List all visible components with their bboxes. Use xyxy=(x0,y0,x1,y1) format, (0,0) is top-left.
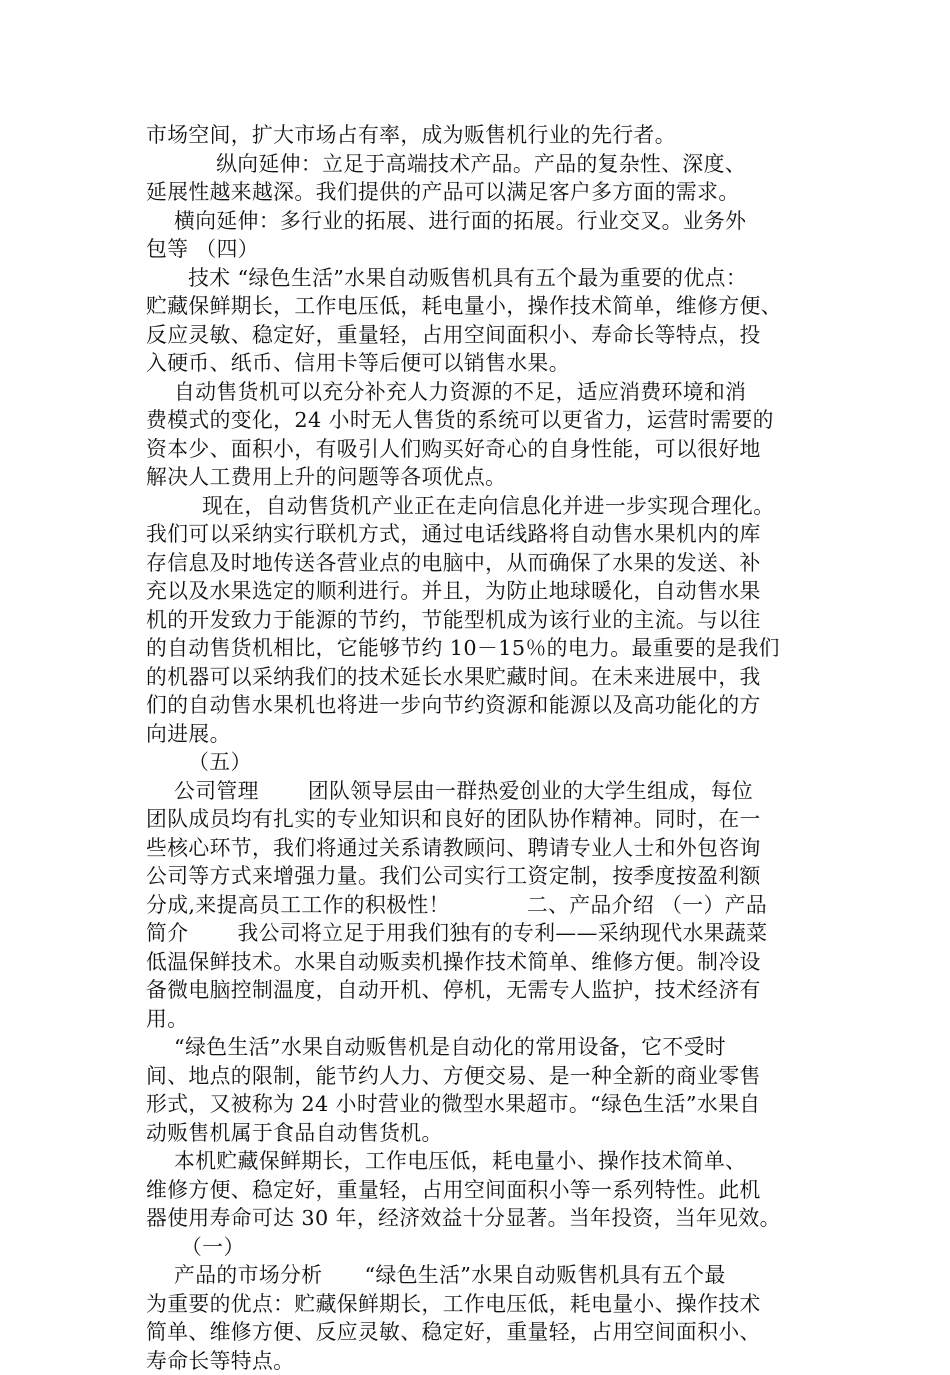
text-line: 简介 我公司将立足于用我们独有的专利——采纳现代水果蔬菜 xyxy=(146,919,830,948)
text-line: 的机器可以采纳我们的技术延长水果贮藏时间。在未来进展中，我 xyxy=(146,663,830,692)
text-line: 简单、维修方便、反应灵敏、稳定好，重量轻，占用空间面积小、 xyxy=(146,1318,830,1347)
text-line: 费模式的变化，24 小时无人售货的系统可以更省力，运营时需要的 xyxy=(146,406,830,435)
text-line: 的自动售货机相比，它能够节约 10－15％的电力。最重要的是我们 xyxy=(146,634,830,663)
text-line: 分成,来提高员工工作的积极性！ 二、产品介绍 （一）产品 xyxy=(146,891,830,920)
text-line: 维修方便、稳定好，重量轻，占用空间面积小等一系列特性。此机 xyxy=(146,1176,830,1205)
text-line: 资本少、面积小，有吸引人们购买好奇心的自身性能，可以很好地 xyxy=(146,435,830,464)
text-line: 自动售货机可以充分补充人力资源的不足，适应消费环境和消 xyxy=(146,378,830,407)
document-body xyxy=(146,121,830,1375)
text-line: 横向延伸：多行业的拓展、进行面的拓展。行业交叉。业务外 xyxy=(146,207,830,236)
text-line: 本机贮藏保鲜期长，工作电压低，耗电量小、操作技术简单、 xyxy=(146,1147,830,1176)
text-line: 公司管理 团队领导层由一群热爱创业的大学生组成，每位 xyxy=(146,777,830,806)
text-line: 器使用寿命可达 30 年，经济效益十分显著。当年投资，当年见效。 xyxy=(146,1204,830,1233)
text-line: 贮藏保鲜期长，工作电压低，耗电量小，操作技术简单，维修方便、 xyxy=(146,292,830,321)
text-line: 动贩售机属于食品自动售货机。 xyxy=(146,1119,830,1148)
text-line: “绿色生活”水果自动贩售机是自动化的常用设备，它不受时 xyxy=(146,1033,830,1062)
text-line: 向进展。 xyxy=(146,720,830,749)
text-line: 们的自动售水果机也将进一步向节约资源和能源以及高功能化的方 xyxy=(146,691,830,720)
text-line: （一） xyxy=(146,1233,830,1262)
text-line: 纵向延伸：立足于高端技术产品。产品的复杂性、深度、 xyxy=(146,150,830,179)
text-line: 公司等方式来增强力量。我们公司实行工资定制，按季度按盈利额 xyxy=(146,862,830,891)
text-line: 入硬币、纸币、信用卡等后便可以销售水果。 xyxy=(146,349,830,378)
text-line: 反应灵敏、稳定好，重量轻，占用空间面积小、寿命长等特点，投 xyxy=(146,321,830,350)
text-line: 延展性越来越深。我们提供的产品可以满足客户多方面的需求。 xyxy=(146,178,830,207)
text-line: 我们可以采纳实行联机方式，通过电话线路将自动售水果机内的库 xyxy=(146,520,830,549)
text-line: 产品的市场分析 “绿色生活”水果自动贩售机具有五个最 xyxy=(146,1261,830,1290)
text-line: 为重要的优点：贮藏保鲜期长，工作电压低，耗电量小、操作技术 xyxy=(146,1290,830,1319)
text-line: 现在，自动售货机产业正在走向信息化并进一步实现合理化。 xyxy=(146,492,830,521)
text-line: 间、地点的限制，能节约人力、方便交易、是一种全新的商业零售 xyxy=(146,1062,830,1091)
text-line: 团队成员均有扎实的专业知识和良好的团队协作精神。同时，在一 xyxy=(146,805,830,834)
text-line: （五） xyxy=(146,748,830,777)
text-line: 用。 xyxy=(146,1005,830,1034)
text-line: 充以及水果选定的顺利进行。并且，为防止地球暖化，自动售水果 xyxy=(146,577,830,606)
text-line: 技术 “绿色生活”水果自动贩售机具有五个最为重要的优点： xyxy=(146,264,830,293)
text-line: 市场空间，扩大市场占有率，成为贩售机行业的先行者。 xyxy=(146,121,830,150)
text-line: 低温保鲜技术。水果自动贩卖机操作技术简单、维修方便。制冷设 xyxy=(146,948,830,977)
text-line: 形式，又被称为 24 小时营业的微型水果超市。“绿色生活”水果自 xyxy=(146,1090,830,1119)
text-line: 寿命长等特点。 xyxy=(146,1347,830,1375)
text-line: 存信息及时地传送各营业点的电脑中，从而确保了水果的发送、补 xyxy=(146,549,830,578)
text-line: 些核心环节，我们将通过关系请教顾问、聘请专业人士和外包咨询 xyxy=(146,834,830,863)
text-line: 解决人工费用上升的问题等各项优点。 xyxy=(146,463,830,492)
text-line: 包等 （四） xyxy=(146,235,830,264)
text-line: 机的开发致力于能源的节约，节能型机成为该行业的主流。与以往 xyxy=(146,606,830,635)
text-line: 备微电脑控制温度，自动开机、停机，无需专人监护，技术经济有 xyxy=(146,976,830,1005)
